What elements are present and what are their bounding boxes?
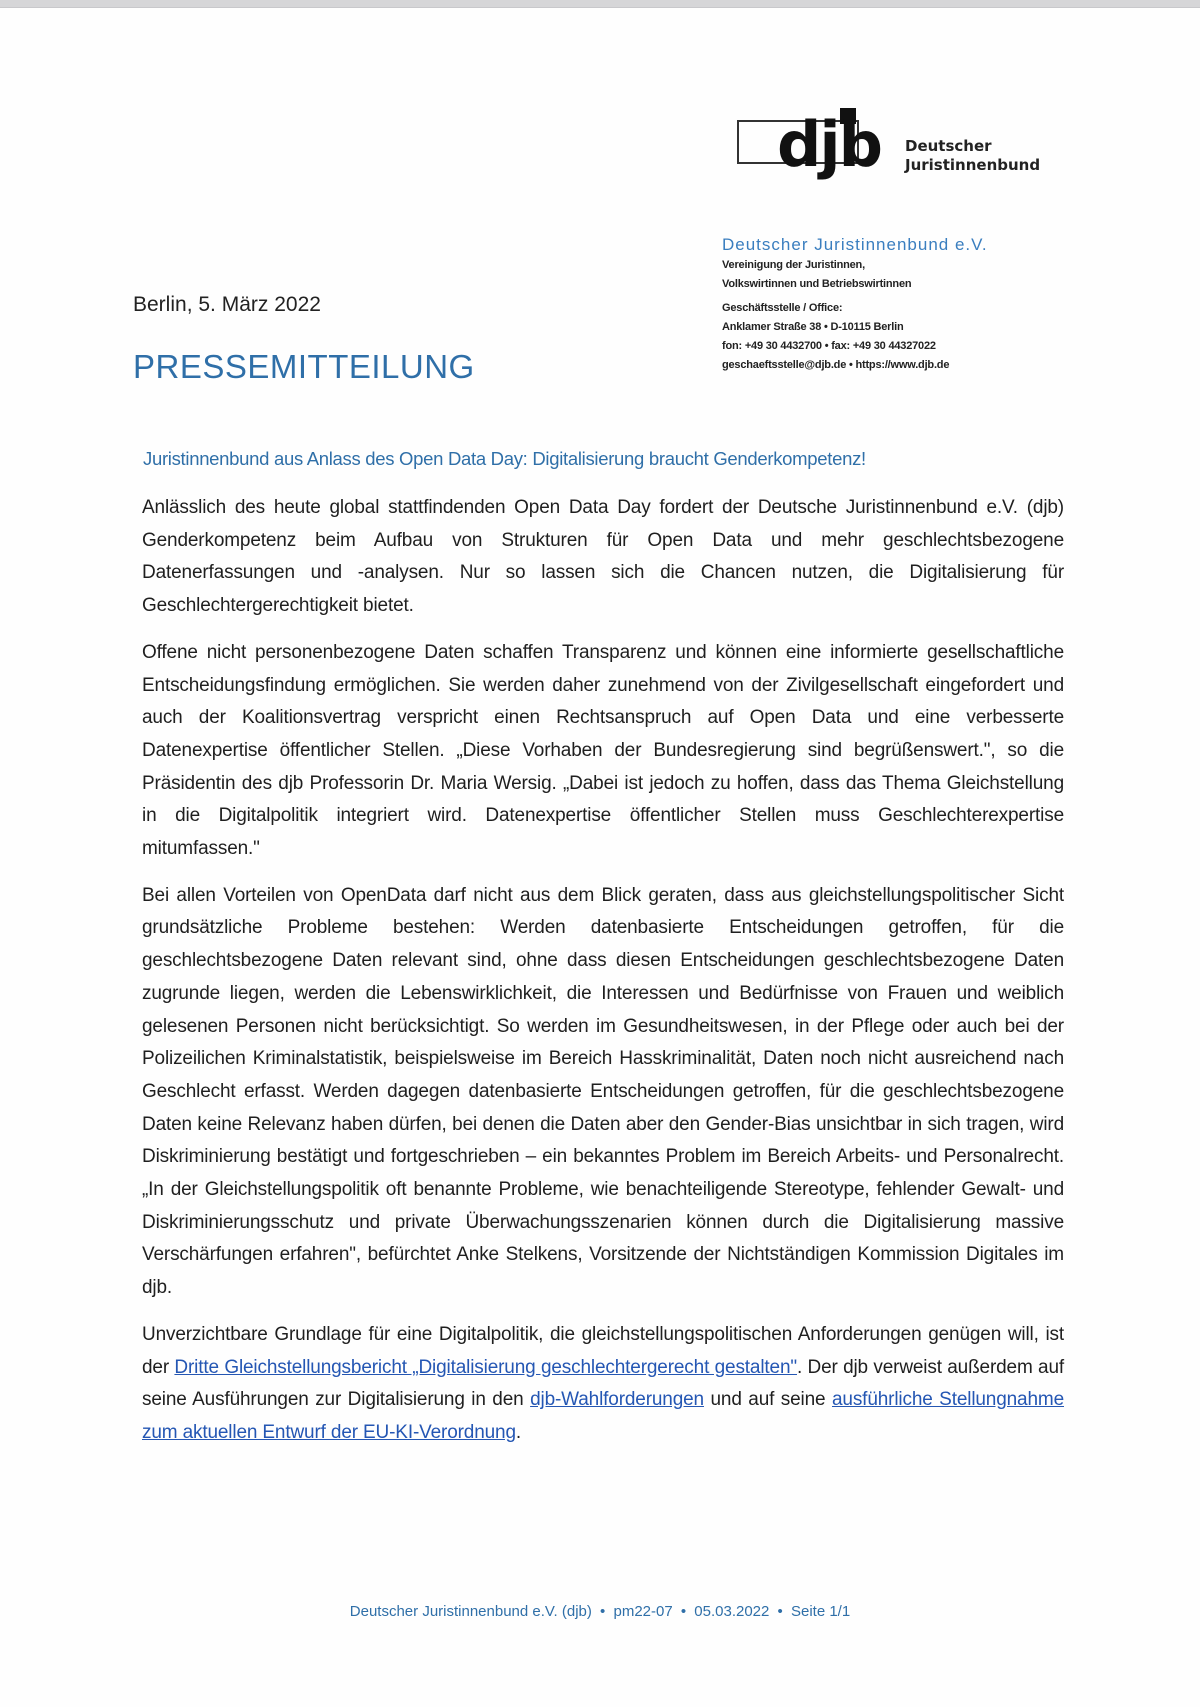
logo-brand-line1: Deutscher xyxy=(905,137,992,155)
logo-brand-text xyxy=(905,137,1040,175)
paragraph-1: Anlässlich des heute global stattfindenden Open Data Day fordert der Deutsche Juristinnenbund e.V. (djb) Genderkompetenz beim Aufbau von Strukturen für Open Data und mehr geschlechtsbezogene Datenerfassungen und -analysen. Nur so lassen sich die Chancen nutzen, die Digitalisierung für Geschlechtergerechtigkeit bietet. xyxy=(142,497,1064,617)
link-djb-wahlforderungen[interactable]: djb-Wahlforderungen xyxy=(530,1389,704,1411)
paragraph-4-text-3: und auf seine xyxy=(703,1389,832,1411)
page-footer xyxy=(0,1603,1200,1620)
paragraph-4 xyxy=(142,1319,1064,1450)
footer-date: 05.03.2022 xyxy=(694,1603,770,1620)
dateline: Berlin, 5. März 2022 xyxy=(133,293,321,316)
organization-name: Deutscher Juristinnenbund e.V. xyxy=(722,235,988,254)
office-address: Anklamer Straße 38 • D-10115 Berlin xyxy=(722,321,904,333)
organization-subtitle-line2: Volkswirtinnen und Betriebswirtinnen xyxy=(722,278,912,290)
document-page xyxy=(0,8,1200,1707)
footer-org: Deutscher Juristinnenbund e.V. (djb) xyxy=(349,1603,592,1620)
organization-address-block xyxy=(722,234,1122,375)
press-headline: Juristinnenbund aus Anlass des Open Data Day: Digitalisierung braucht Genderkompetenz! xyxy=(143,448,866,469)
document-title: PRESSEMITTEILUNG xyxy=(133,348,475,385)
link-stellungnahme-ki-verordnung[interactable]: ausführliche Stellungnahme zum aktuellen Entwurf der EU-KI-Verordnung xyxy=(142,1389,1064,1443)
footer-bullet-icon: • xyxy=(777,1603,783,1620)
paragraph-2: Offene nicht personenbezogene Daten schaffen Transparenz und können eine informierte gesellschaftliche Entscheidungsfindung ermöglichen. Sie werden daher zunehmend von der Zivilgesellschaft eingefordert und auch der Koalitionsvertrag verspricht einen Rechtsanspruch auf Open Data und eine verbesserte Datenexpertise öffentlicher Stellen. „Diese Vorhaben der Bundesregierung sind begrüßenswert.", so die Präsidentin des djb Professorin Dr. Maria Wersig. „Dabei ist jedoch zu hoffen, dass das Thema Gleichstellung in die Digitalpolitik integriert wird. Datenexpertise öffentlicher Stellen muss Geschlechterexpertise mitumfassen." xyxy=(142,641,1064,860)
office-label: Geschäftsstelle / Office: xyxy=(722,302,843,314)
footer-page: Seite 1/1 xyxy=(790,1603,851,1620)
office-phone-fax: fon: +49 30 4432700 • fax: +49 30 44327022 xyxy=(722,340,936,352)
paragraph-4-text-4: . xyxy=(515,1421,522,1443)
window-top-bar xyxy=(0,0,1200,8)
logo-brand-line2: Juristinnenbund xyxy=(905,156,1041,174)
paragraph-3: Bei allen Vorteilen von OpenData darf nicht aus dem Blick geraten, dass aus gleichstellungspolitischer Sicht grundsätzliche Probleme bestehen: Werden datenbasierte Entscheidungen getroffen, für die geschlechtsbezogene Daten relevant sind, ohne dass diesen Entscheidungen geschlechtsbezogene Daten zugrunde liegen, werden die Lebenswirklichkeit, die Interessen und Bedürfnisse von Frauen und weiblich gelesenen Personen nicht berücksichtigt. So werden im Gesundheitswesen, in der Pflege oder auch bei der Polizeilichen Kriminalstatistik, beispielsweise im Bereich Hasskriminalität, Daten noch nicht ausreichend nach Geschlecht erfasst. Werden dagegen datenbasierte Entscheidungen getroffen, für die geschlechtsbezogene Daten keine Relevanz haben dürfen, bei denen die Daten aber den Gender-Bias unsichtbar in sich tragen, wird Diskriminierung bestätigt und fortgeschrieben – ein bekanntes Problem im Bereich Arbeits- und Personalrecht. „In der Gleichstellungspolitik oft benannte Probleme, wie benachteiligende Stereotype, fehlender Gewalt- und Diskriminierungsschutz und private Überwachungsszenarien können durch die Digitalisierung massive Verschärfungen erfahren", befürchtet Anke Stelkens, Vorsitzende der Nichtständigen Kommission Digitales im djb. xyxy=(142,884,1064,1299)
footer-ref: pm22-07 xyxy=(613,1603,673,1620)
paragraph-4-text-2: . Der djb verweist außerdem auf seine Ausführungen zur Digitalisierung in den xyxy=(142,1356,1065,1411)
djb-logo xyxy=(735,108,1065,188)
logo-mark: djb xyxy=(777,108,882,181)
organization-subtitle-line1: Vereinigung der Juristinnen, xyxy=(722,259,865,271)
footer-bullet-icon: • xyxy=(600,1603,606,1620)
office-email-web: geschaeftsstelle@djb.de • https://www.djb.de xyxy=(722,359,950,371)
paragraph-4-text-1: Unverzichtbare Grundlage für eine Digitalpolitik, die gleichstellungspolitischen Anforderungen genügen will, ist der xyxy=(142,1323,1064,1378)
press-body xyxy=(142,492,1064,1464)
footer-bullet-icon: • xyxy=(680,1603,687,1620)
link-gleichstellungsbericht[interactable]: Dritte Gleichstellungsbericht „Digitalisierung geschlechtergerecht gestalten" xyxy=(174,1356,797,1378)
